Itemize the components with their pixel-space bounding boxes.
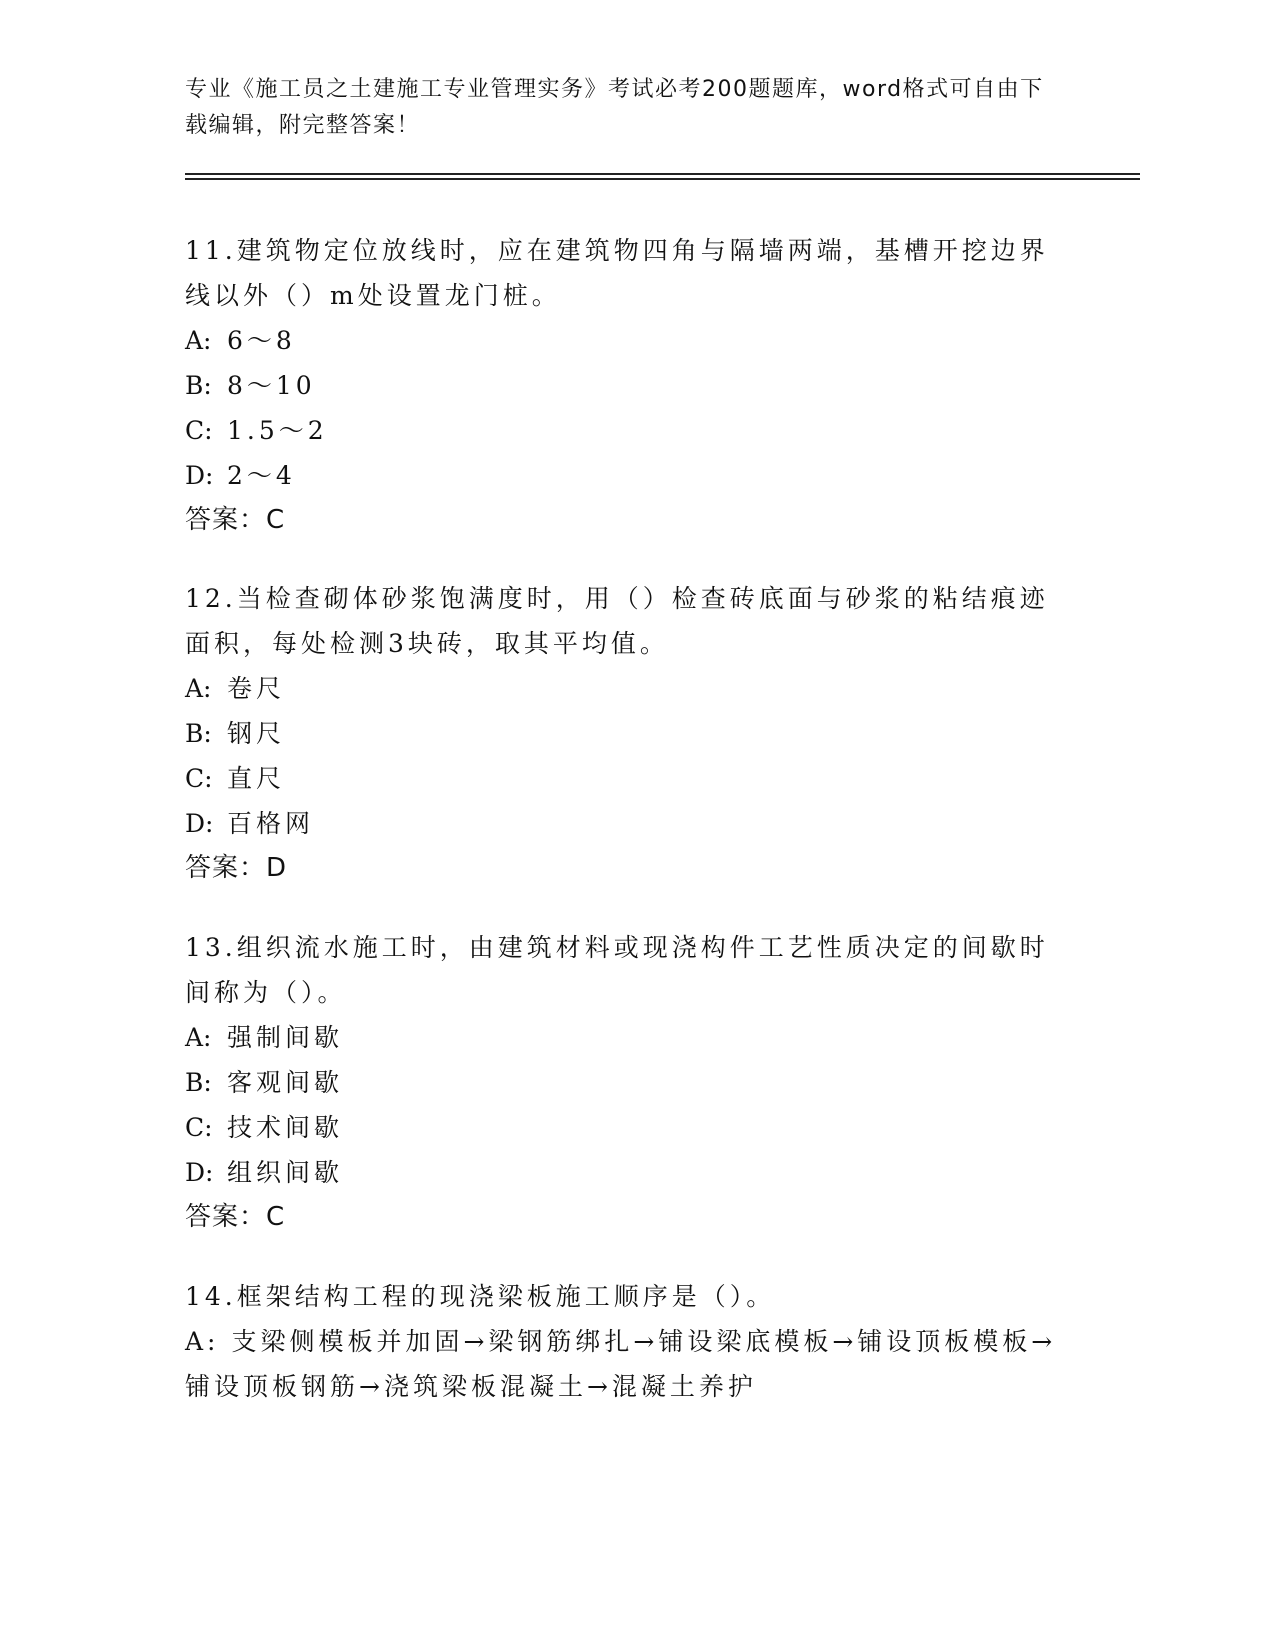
- option-letter: B:: [185, 371, 212, 400]
- header-divider: [185, 173, 1140, 175]
- option-letter: C:: [185, 764, 213, 793]
- option-letter: D:: [185, 1158, 214, 1187]
- option-text: 直尺: [227, 764, 286, 793]
- option-a: [185, 1319, 1065, 1409]
- option-text: 组织间歇: [227, 1158, 344, 1187]
- option-letter: B:: [185, 719, 212, 748]
- option-a: [185, 1015, 1065, 1060]
- option-letter: A:: [185, 674, 212, 703]
- option-letter: B:: [185, 1068, 212, 1097]
- option-text: 百格网: [227, 809, 315, 838]
- option-text: 支梁侧模板并加固→梁钢筋绑扎→铺设梁底模板→铺设顶板模板→铺设顶板钢筋→浇筑梁板混凝土→混凝土养护: [185, 1327, 1057, 1401]
- option-b: [185, 1060, 1065, 1105]
- option-letter: C:: [185, 1113, 213, 1142]
- option-letter: D:: [185, 809, 214, 838]
- question-13: [185, 925, 1065, 1240]
- header-text: 专业《施工员之土建施工专业管理实务》考试必考200题题库，word格式可自由下载编辑，附完整答案！: [185, 77, 1044, 138]
- option-letter: D:: [185, 461, 214, 490]
- option-text: 技术间歇: [227, 1113, 344, 1142]
- option-b: [185, 711, 1065, 756]
- question-11: [185, 228, 1065, 543]
- question-stem: 12.当检查砌体砂浆饱满度时，用（）检查砖底面与砂浆的粘结痕迹面积，每处检测3块砖，取其平均值。: [185, 584, 1049, 658]
- option-text: 客观间歇: [227, 1068, 344, 1097]
- option-a: [185, 666, 1065, 711]
- option-text: 2～4: [227, 461, 296, 490]
- option-c: [185, 408, 1065, 453]
- question-14: [185, 1274, 1065, 1409]
- question-stem: 13.组织流水施工时，由建筑材料或现浇构件工艺性质决定的间歇时间称为（）。: [185, 933, 1049, 1007]
- question-12: [185, 576, 1065, 891]
- option-d: [185, 453, 1065, 498]
- option-letter: C:: [185, 416, 213, 445]
- option-letter: A:: [185, 1023, 212, 1052]
- option-text: 1.5～2: [227, 416, 328, 445]
- header-divider-secondary: [185, 178, 1140, 180]
- option-a: [185, 318, 1065, 363]
- option-text: 8～10: [227, 371, 316, 400]
- question-stem: 14.框架结构工程的现浇梁板施工顺序是（）。: [185, 1282, 776, 1311]
- option-text: 卷尺: [227, 674, 286, 703]
- option-text: 强制间歇: [227, 1023, 344, 1052]
- option-letter: A:: [185, 1327, 232, 1356]
- option-letter: A:: [185, 326, 212, 355]
- option-text: 6～8: [227, 326, 296, 355]
- option-d: [185, 1150, 1065, 1195]
- document-header: [185, 72, 1065, 144]
- answer: 答案：C: [185, 505, 286, 535]
- answer: 答案：D: [185, 853, 288, 883]
- option-c: [185, 756, 1065, 801]
- option-c: [185, 1105, 1065, 1150]
- question-stem: 11.建筑物定位放线时，应在建筑物四角与隔墙两端，基槽开挖边界线以外（）m处设置龙门桩。: [185, 236, 1049, 310]
- option-d: [185, 801, 1065, 846]
- option-b: [185, 363, 1065, 408]
- option-text: 钢尺: [227, 719, 286, 748]
- answer: 答案：C: [185, 1202, 286, 1232]
